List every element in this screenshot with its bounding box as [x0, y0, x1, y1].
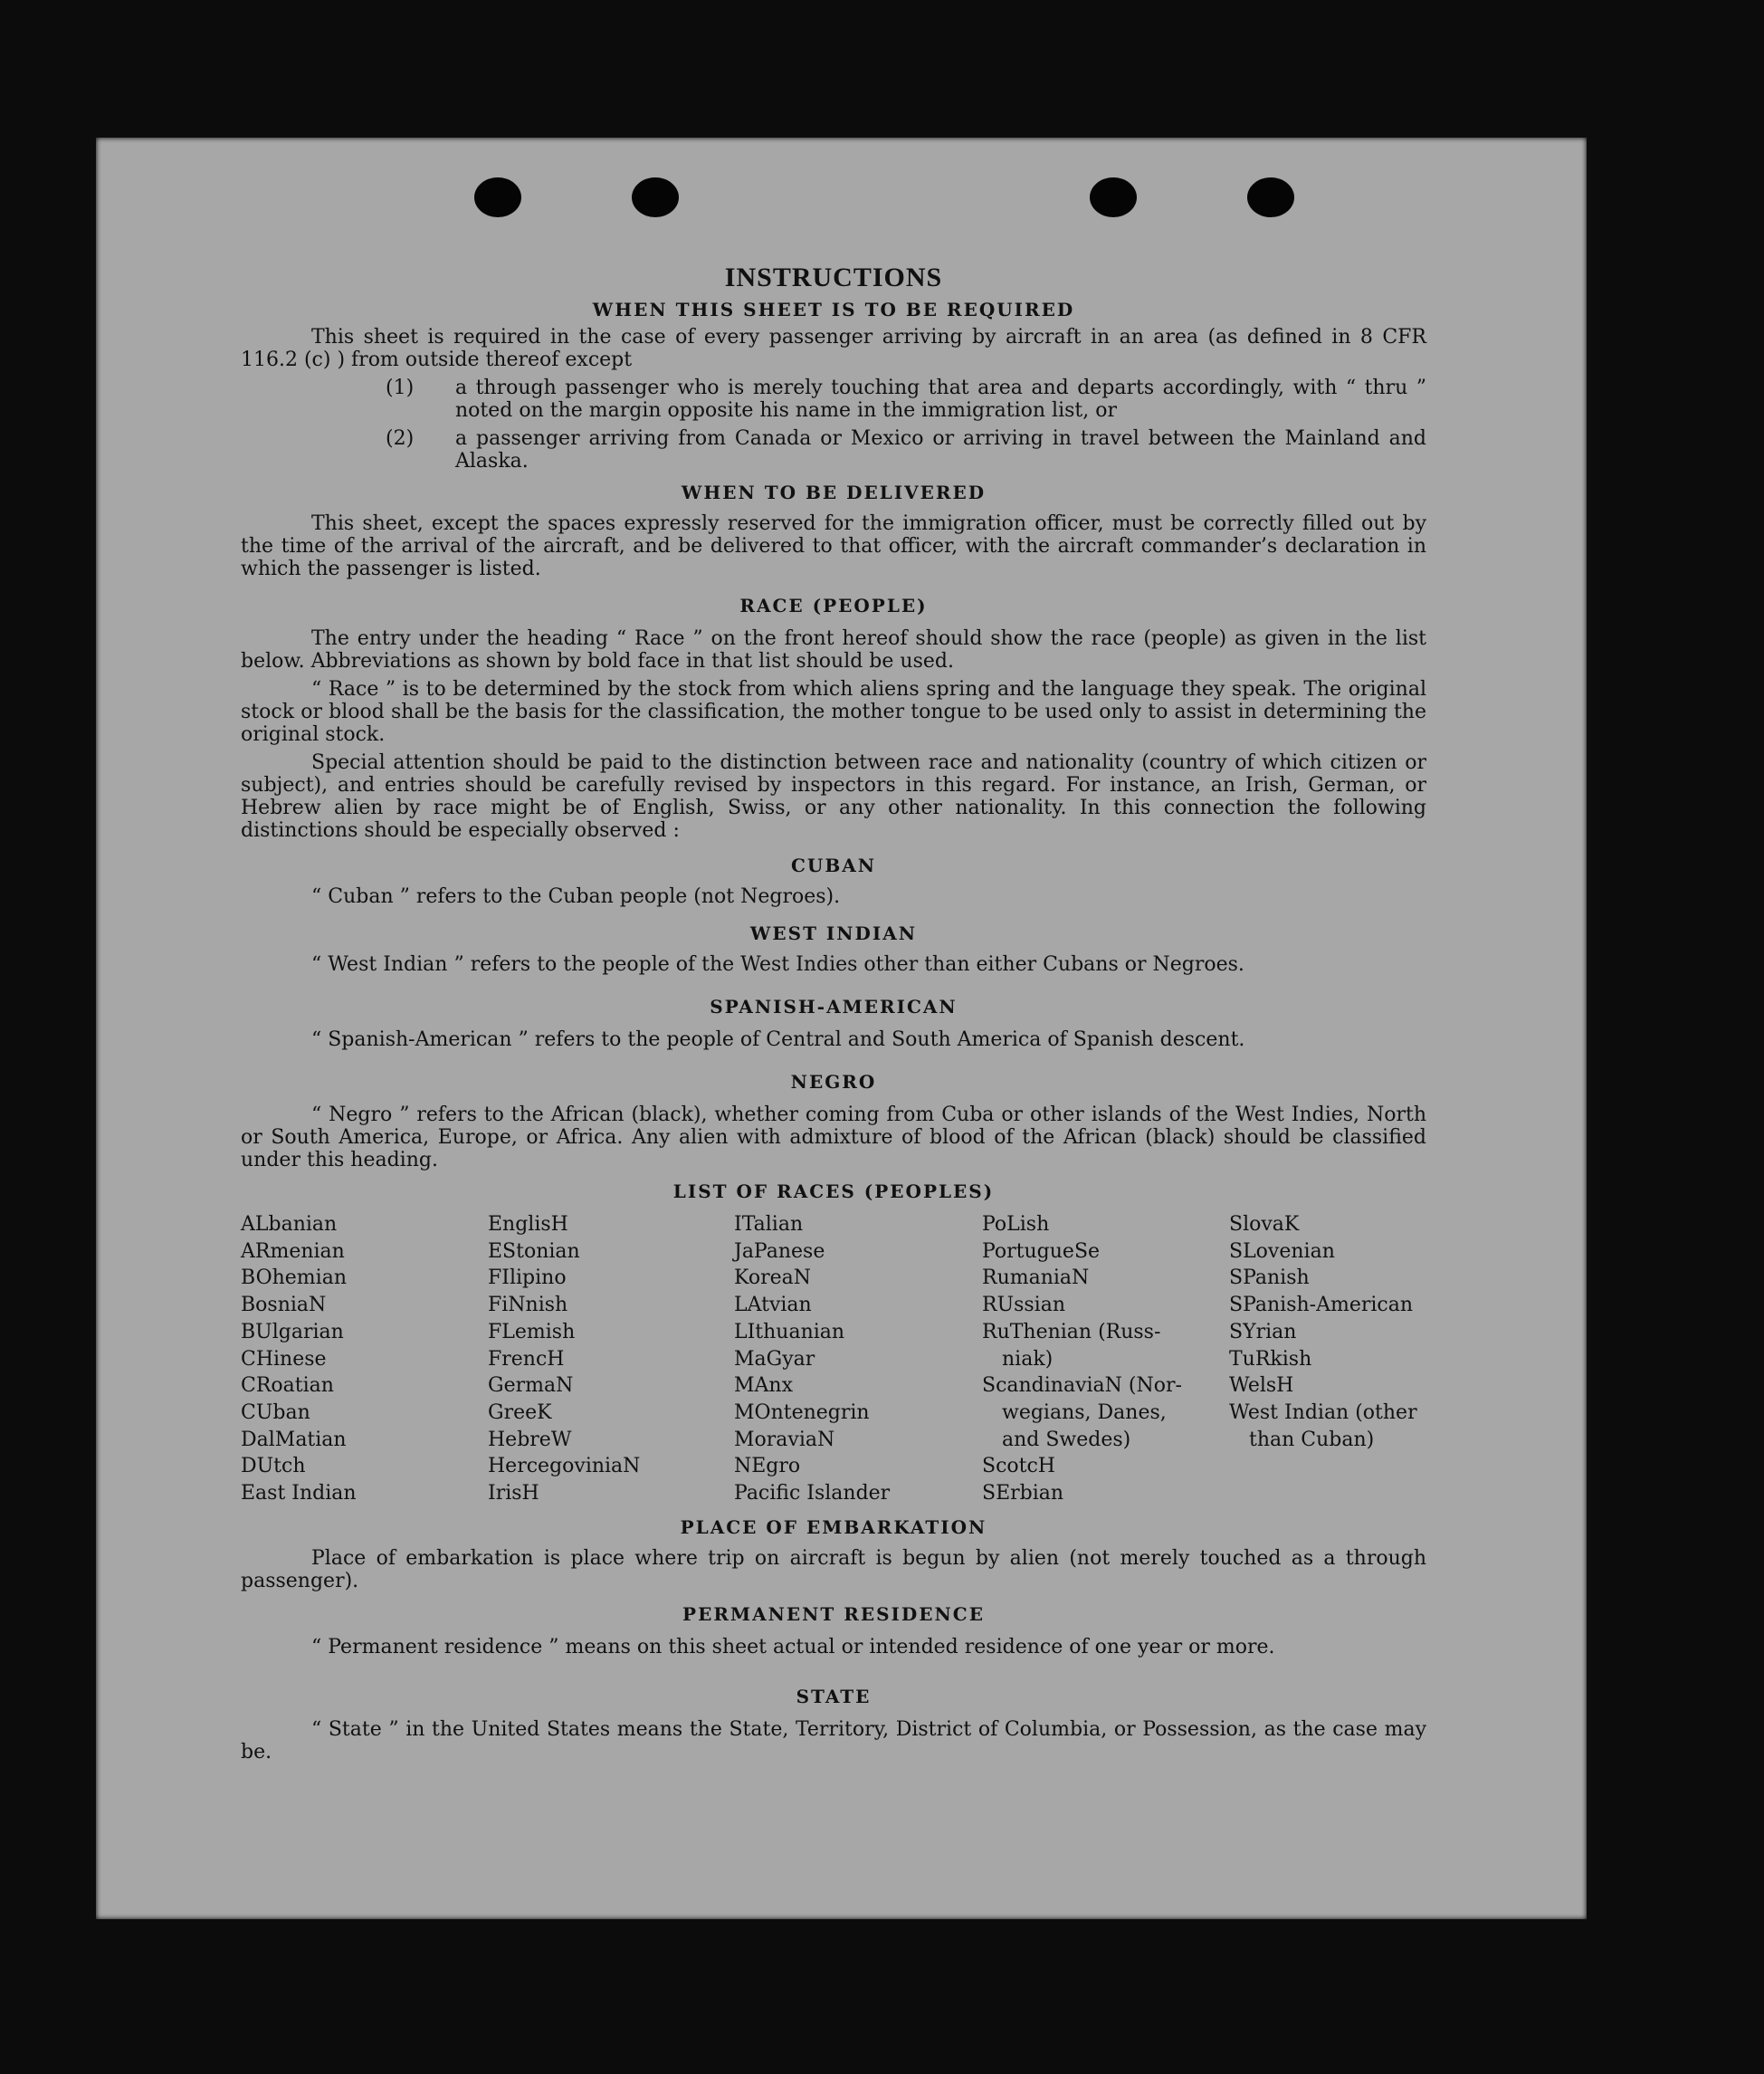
heading-permanent-residence: PERMANENT RESIDENCE [682, 1602, 985, 1625]
heading-spanish-american: SPANISH-AMERICAN [710, 996, 958, 1018]
exception-item-2 [241, 427, 1426, 473]
race-paragraph-2: “ Race ” is to be determined by the stock from which aliens spring and the language they speak. The original stock or blood shall be the basis for the classification, the mother tongue to be used only to assist in determining the original stock. [241, 678, 1426, 746]
required-intro: This sheet is required in the case of every passenger arriving by aircraft in an area (as defined in 8 CFR 116.2 (c) ) from outside thereof except [241, 326, 1426, 371]
race-entry: SPanish-American [1229, 1294, 1414, 1317]
race-paragraph-1: The entry under the heading “ Race ” on the front hereof should show the race (people) as given in the list below. Abbreviations as shown by bold face in that list should be used. [241, 627, 1426, 673]
race-entry: East Indian [241, 1482, 357, 1505]
heading-negro: NEGRO [790, 1071, 877, 1093]
exception-number: (2) [386, 427, 415, 450]
cuban-text: “ Cuban ” refers to the Cuban people (not Negroes). [311, 885, 841, 908]
exception-item-1 [241, 377, 1426, 422]
race-entry: TuRkish [1229, 1347, 1312, 1371]
race-entry: CHinese [241, 1347, 327, 1371]
race-entry: West Indian (other [1229, 1400, 1417, 1424]
race-entry-continued: niak) [1002, 1347, 1054, 1371]
race-list [241, 1211, 1426, 1507]
race-entry: MoraviaN [734, 1428, 835, 1451]
race-entry: HercegoviniaN [488, 1455, 641, 1478]
race-entry: CRoatian [241, 1374, 334, 1398]
heading-state: STATE [796, 1685, 872, 1707]
race-entry-continued: than Cuban) [1249, 1428, 1375, 1451]
race-entry: HebreW [488, 1428, 572, 1451]
spanish-american-text: “ Spanish-American ” refers to the people of Central and South America of Spanish descent. [311, 1028, 1245, 1051]
race-entry: RumaniaN [982, 1266, 1090, 1290]
race-entry: ScandinaviaN (Nor- [982, 1374, 1182, 1398]
race-entry: IrisH [488, 1482, 539, 1505]
race-entry: FLemish [488, 1320, 576, 1343]
race-entry: ARmenian [241, 1239, 345, 1263]
race-entry: FIlipino [488, 1266, 567, 1290]
embarkation-text: Place of embarkation is place where trip on aircraft is begun by alien (not merely touched as a through passenger). [241, 1546, 1426, 1592]
race-entry: LAtvian [734, 1294, 812, 1317]
instruction-sheet [96, 138, 1587, 1919]
punch-hole [1247, 177, 1294, 217]
heading-west-indian: WEST INDIAN [749, 922, 918, 944]
heading-cuban: CUBAN [790, 855, 877, 876]
race-entry: SlovaK [1229, 1213, 1300, 1236]
race-entry: LIthuanian [734, 1320, 845, 1343]
race-entry: MaGyar [734, 1347, 815, 1371]
race-entry: JaPanese [734, 1239, 825, 1263]
west-indian-text: “ West Indian ” refers to the people of the West Indies other than either Cubans or Negroes. [311, 953, 1244, 976]
race-entry: BOhemian [241, 1266, 347, 1290]
delivered-text: This sheet, except the spaces expressly reserved for the immigration officer, must be correctly filled out by the time of the arrival of the aircraft, and be delivered to that officer, with the aircraft commander’s declaration in which the passenger is listed. [241, 512, 1426, 580]
race-entry: SYrian [1229, 1320, 1297, 1343]
race-column [982, 1211, 1229, 1507]
race-entry: RuThenian (Russ- [982, 1320, 1161, 1343]
race-entry: ScotcH [982, 1455, 1055, 1478]
punch-hole [474, 177, 521, 217]
heading-list-of-races: LIST OF RACES (PEOPLES) [672, 1180, 995, 1202]
race-entry: DalMatian [241, 1428, 347, 1451]
heading-when-required: WHEN THIS SHEET IS TO BE REQUIRED [592, 299, 1075, 320]
race-entry-continued: and Swedes) [1002, 1428, 1131, 1451]
race-entry: Pacific Islander [734, 1482, 891, 1505]
race-paragraph-3: Special attention should be paid to the distinction between race and nationality (country of which citizen or subject), and entries should be carefully revised by inspectors in this regard. For instance, an Irish, German, or Hebrew alien by race might be of English, Swiss, or any other nationality. In this connection the following distinctions should be especially observed : [241, 751, 1426, 842]
negro-text: “ Negro ” refers to the African (black), whether coming from Cuba or other islands of the West Indies, North or South America, Europe, or Africa. Any alien with admixture of blood of the African (black) should be classified under this heading. [241, 1104, 1426, 1171]
race-entry: ITalian [734, 1213, 804, 1236]
race-entry-continued: wegians, Danes, [1002, 1400, 1167, 1424]
race-entry: FrencH [488, 1347, 565, 1371]
race-entry: SLovenian [1229, 1239, 1335, 1263]
race-entry: MOntenegrin [734, 1400, 870, 1424]
state-text: “ State ” in the United States means the State, Territory, District of Columbia, or Possession, as the case may be. [241, 1717, 1426, 1763]
race-column [1229, 1211, 1428, 1507]
race-entry: ALbanian [241, 1213, 338, 1236]
heading-when-delivered: WHEN TO BE DELIVERED [681, 482, 987, 503]
race-column [241, 1211, 488, 1507]
race-entry: SPanish [1229, 1266, 1310, 1290]
exception-number: (1) [386, 377, 415, 399]
race-entry: GreeK [488, 1400, 552, 1424]
race-entry: DUtch [241, 1455, 306, 1478]
race-entry: NEgro [734, 1455, 801, 1478]
punch-hole [1090, 177, 1137, 217]
race-entry: GermaN [488, 1374, 574, 1398]
race-entry: WelsH [1229, 1374, 1294, 1398]
page-title: INSTRUCTIONS [724, 263, 943, 292]
race-entry: MAnx [734, 1374, 793, 1398]
race-column [488, 1211, 734, 1507]
race-entry: EStonian [488, 1239, 580, 1263]
exception-text: a passenger arriving from Canada or Mexico or arriving in travel between the Mainland and Alaska. [455, 427, 1426, 473]
race-entry: PoLish [982, 1213, 1050, 1236]
race-entry: BosniaN [241, 1294, 327, 1317]
race-entry: PortugueSe [982, 1239, 1101, 1263]
race-entry: RUssian [982, 1294, 1066, 1317]
race-entry: KoreaN [734, 1266, 811, 1290]
heading-race: RACE (PEOPLE) [739, 595, 928, 616]
race-entry: CUban [241, 1400, 310, 1424]
race-entry: SErbian [982, 1482, 1064, 1505]
race-entry: FiNnish [488, 1294, 568, 1317]
race-entry: BUlgarian [241, 1320, 344, 1343]
race-entry: EnglisH [488, 1213, 568, 1236]
residence-text: “ Permanent residence ” means on this sheet actual or intended residence of one year or more. [311, 1635, 1275, 1658]
heading-place-of-embarkation: PLACE OF EMBARKATION [680, 1515, 987, 1538]
race-column [734, 1211, 982, 1507]
instructions-content [241, 263, 1426, 1763]
exception-text: a through passenger who is merely touching that area and departs accordingly, with “ thru ” noted on the margin opposite his name in the immigration list, or [455, 377, 1426, 422]
punch-hole [632, 177, 679, 217]
